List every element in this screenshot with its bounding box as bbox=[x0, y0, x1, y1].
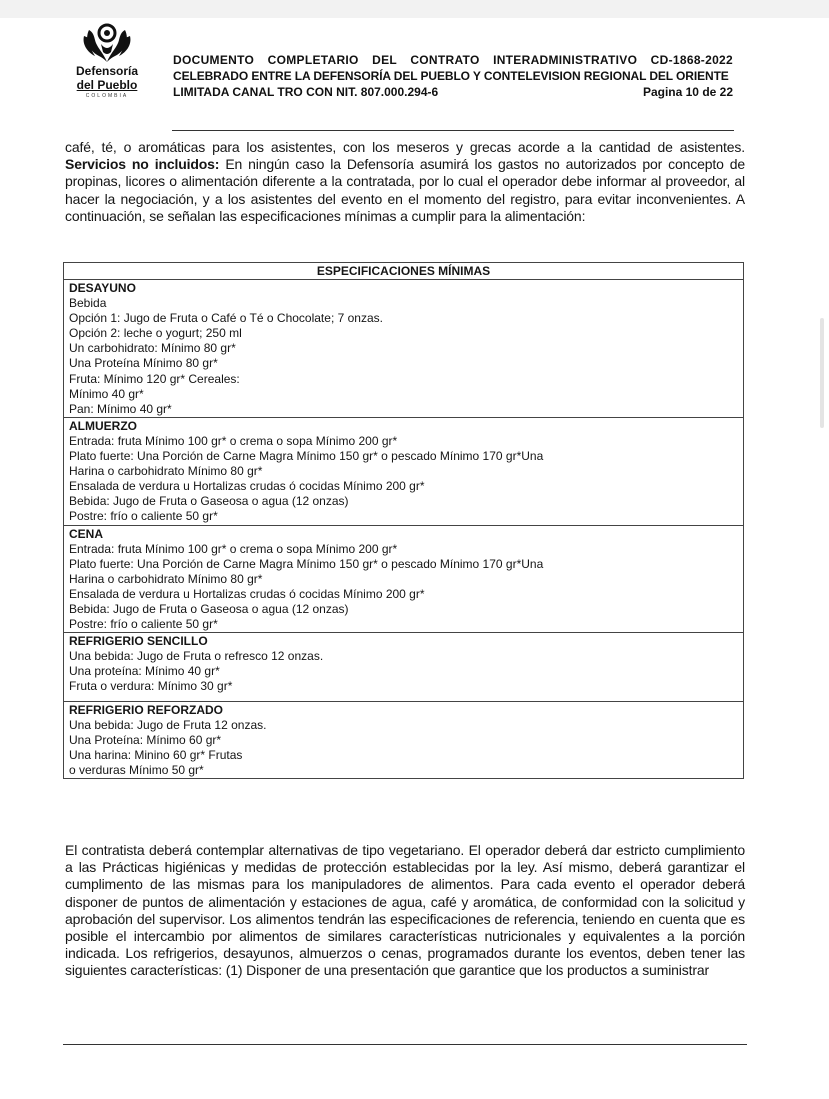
logo-country: COLOMBIA bbox=[85, 93, 129, 99]
scrollbar-thumb[interactable] bbox=[820, 318, 824, 428]
spec-line: Bebida: Jugo de Fruta o Gaseosa o agua (12 onzas) bbox=[69, 494, 349, 509]
spec-section-almuerzo bbox=[64, 418, 743, 526]
defensoria-emblem-icon bbox=[81, 22, 133, 64]
spec-section-title: REFRIGERIO SENCILLO bbox=[69, 634, 208, 649]
spec-line: Una bebida: Jugo de Fruta 12 onzas. bbox=[69, 717, 267, 732]
spec-line: Ensalada de verdura u Hortalizas crudas ó cocidas Mínimo 200 gr* bbox=[69, 479, 425, 494]
spec-line: Un carbohidrato: Mínimo 80 gr* bbox=[69, 341, 236, 356]
header-title-line3: LIMITADA CANAL TRO CON NIT. 807.000.294-6 bbox=[173, 85, 439, 99]
spec-section-refrigerio-reforzado bbox=[64, 702, 743, 778]
footer-divider bbox=[63, 1044, 747, 1045]
spec-line: Plato fuerte: Una Porción de Carne Magra Mínimo 150 gr* o pescado Mínimo 170 gr*Una bbox=[69, 449, 544, 464]
spec-line: Bebida bbox=[69, 296, 107, 311]
intro-paragraph bbox=[65, 139, 745, 225]
spec-line: Fruta o verdura: Mínimo 30 gr* bbox=[69, 679, 233, 694]
page-number: Pagina 10 de 22 bbox=[642, 85, 733, 99]
spec-line: Una bebida: Jugo de Fruta o refresco 12 onzas. bbox=[69, 649, 324, 664]
spec-section-title: DESAYUNO bbox=[69, 281, 136, 295]
intro-bold-label: Servicios no incluidos: bbox=[65, 156, 220, 173]
spec-line: Fruta: Mínimo 120 gr* Cereales: bbox=[69, 371, 240, 386]
spec-line: Una Proteína: Mínimo 60 gr* bbox=[69, 732, 222, 747]
spec-line: Postre: frío o caliente 50 gr* bbox=[69, 509, 218, 524]
spec-line: Ensalada de verdura u Hortalizas crudas ó cocidas Mínimo 200 gr* bbox=[69, 586, 425, 601]
viewer-top-bar bbox=[0, 0, 829, 19]
spec-line: Pan: Mínimo 40 gr* bbox=[69, 401, 172, 416]
closing-paragraph: El contratista deberá contemplar alternativas de tipo vegetariano. El operador deberá dar estricto cumplimiento a las Prácticas higiénicas y medidas de protección establecidas por la ley. Así mismo, deberá garantizar el cumplimento de las mismas para los manipuladores de alimentos. Para cada evento el operador deberá disponer de puntos de alimentación y estaciones de agua, café y aromática, de conformidad con la solicitud y aprobación del supervisor. Los alimentos tendrán las especificaciones de referencia, teniendo en cuenta que es posible el intercambio por alimentos de similares características nutricionales y equivalentes a la porción indicada. Los refrigerios, desayunos, almuerzos o cenas, programados durante los eventos, deben tener las siguientes características: (1) Disponer de una presentación que garantice que los productos a suministrar bbox=[65, 842, 745, 979]
spec-line: Entrada: fruta Mínimo 100 gr* o crema o sopa Mínimo 200 gr* bbox=[69, 433, 398, 448]
logo-name-line1: Defensoría bbox=[75, 64, 139, 78]
spec-line: o verduras Mínimo 50 gr* bbox=[69, 762, 204, 777]
spec-section-refrigerio-sencillo bbox=[64, 633, 743, 701]
spec-line: Mínimo 40 gr* bbox=[69, 386, 144, 401]
header-title-line1: DOCUMENTO COMPLETARIO DEL CONTRATO INTERADMINISTRATIVO CD-1868-2022 bbox=[173, 53, 733, 67]
spec-section-desayuno bbox=[64, 280, 743, 418]
spec-section-title: REFRIGERIO REFORZADO bbox=[69, 702, 224, 717]
header-title-line2: CELEBRADO ENTRE LA DEFENSORÍA DEL PUEBLO Y CONTELEVISION REGIONAL DEL ORIENTE bbox=[173, 69, 729, 83]
intro-text-a: café, té, o aromáticas para los asistentes, con los meseros y grecas acorde a la cantidad de asistentes. bbox=[65, 139, 745, 155]
spec-line: Harina o carbohidrato Mínimo 80 gr* bbox=[69, 464, 263, 479]
document-header-title bbox=[173, 52, 733, 100]
spec-line: Entrada: fruta Mínimo 100 gr* o crema o sopa Mínimo 200 gr* bbox=[69, 541, 398, 556]
header-divider bbox=[172, 130, 734, 131]
spec-line: Postre: frío o caliente 50 gr* bbox=[69, 617, 218, 632]
spec-line: Opción 1: Jugo de Fruta o Café o Té o Chocolate; 7 onzas. bbox=[69, 311, 383, 326]
intro-text-b: En ningún caso la Defensoría asumirá los gastos no autorizados por concepto de propinas, licores o alimentación diferente a la contratada, por lo cual el operador debe informar al proveedor, al hacer la negociación, y a los asistentes del evento en el momento del registro, para evitar inconvenientes. A continuación, se señalan las especificaciones mínimas a cumplir para la alimentación: bbox=[65, 156, 745, 224]
specifications-table bbox=[63, 262, 744, 779]
spec-line: Una Proteína Mínimo 80 gr* bbox=[69, 356, 218, 371]
spec-line: Una harina: Minino 60 gr* Frutas bbox=[69, 747, 243, 762]
spec-line: Plato fuerte: Una Porción de Carne Magra Mínimo 150 gr* o pescado Mínimo 170 gr*Una bbox=[69, 556, 544, 571]
spec-line: Una proteína: Mínimo 40 gr* bbox=[69, 664, 220, 679]
defensoria-logo bbox=[72, 22, 142, 118]
spec-line: Bebida: Jugo de Fruta o Gaseosa o agua (12 onzas) bbox=[69, 601, 349, 616]
spec-section-cena bbox=[64, 526, 743, 634]
spec-section-title: ALMUERZO bbox=[69, 418, 137, 433]
spec-line: Opción 2: leche o yogurt; 250 ml bbox=[69, 326, 242, 341]
spec-line: Harina o carbohidrato Mínimo 80 gr* bbox=[69, 571, 263, 586]
spec-section-title: CENA bbox=[69, 526, 104, 541]
logo-name-line2: del Pueblo bbox=[76, 78, 138, 92]
specifications-table-heading: ESPECIFICACIONES MÍNIMAS bbox=[64, 263, 743, 280]
